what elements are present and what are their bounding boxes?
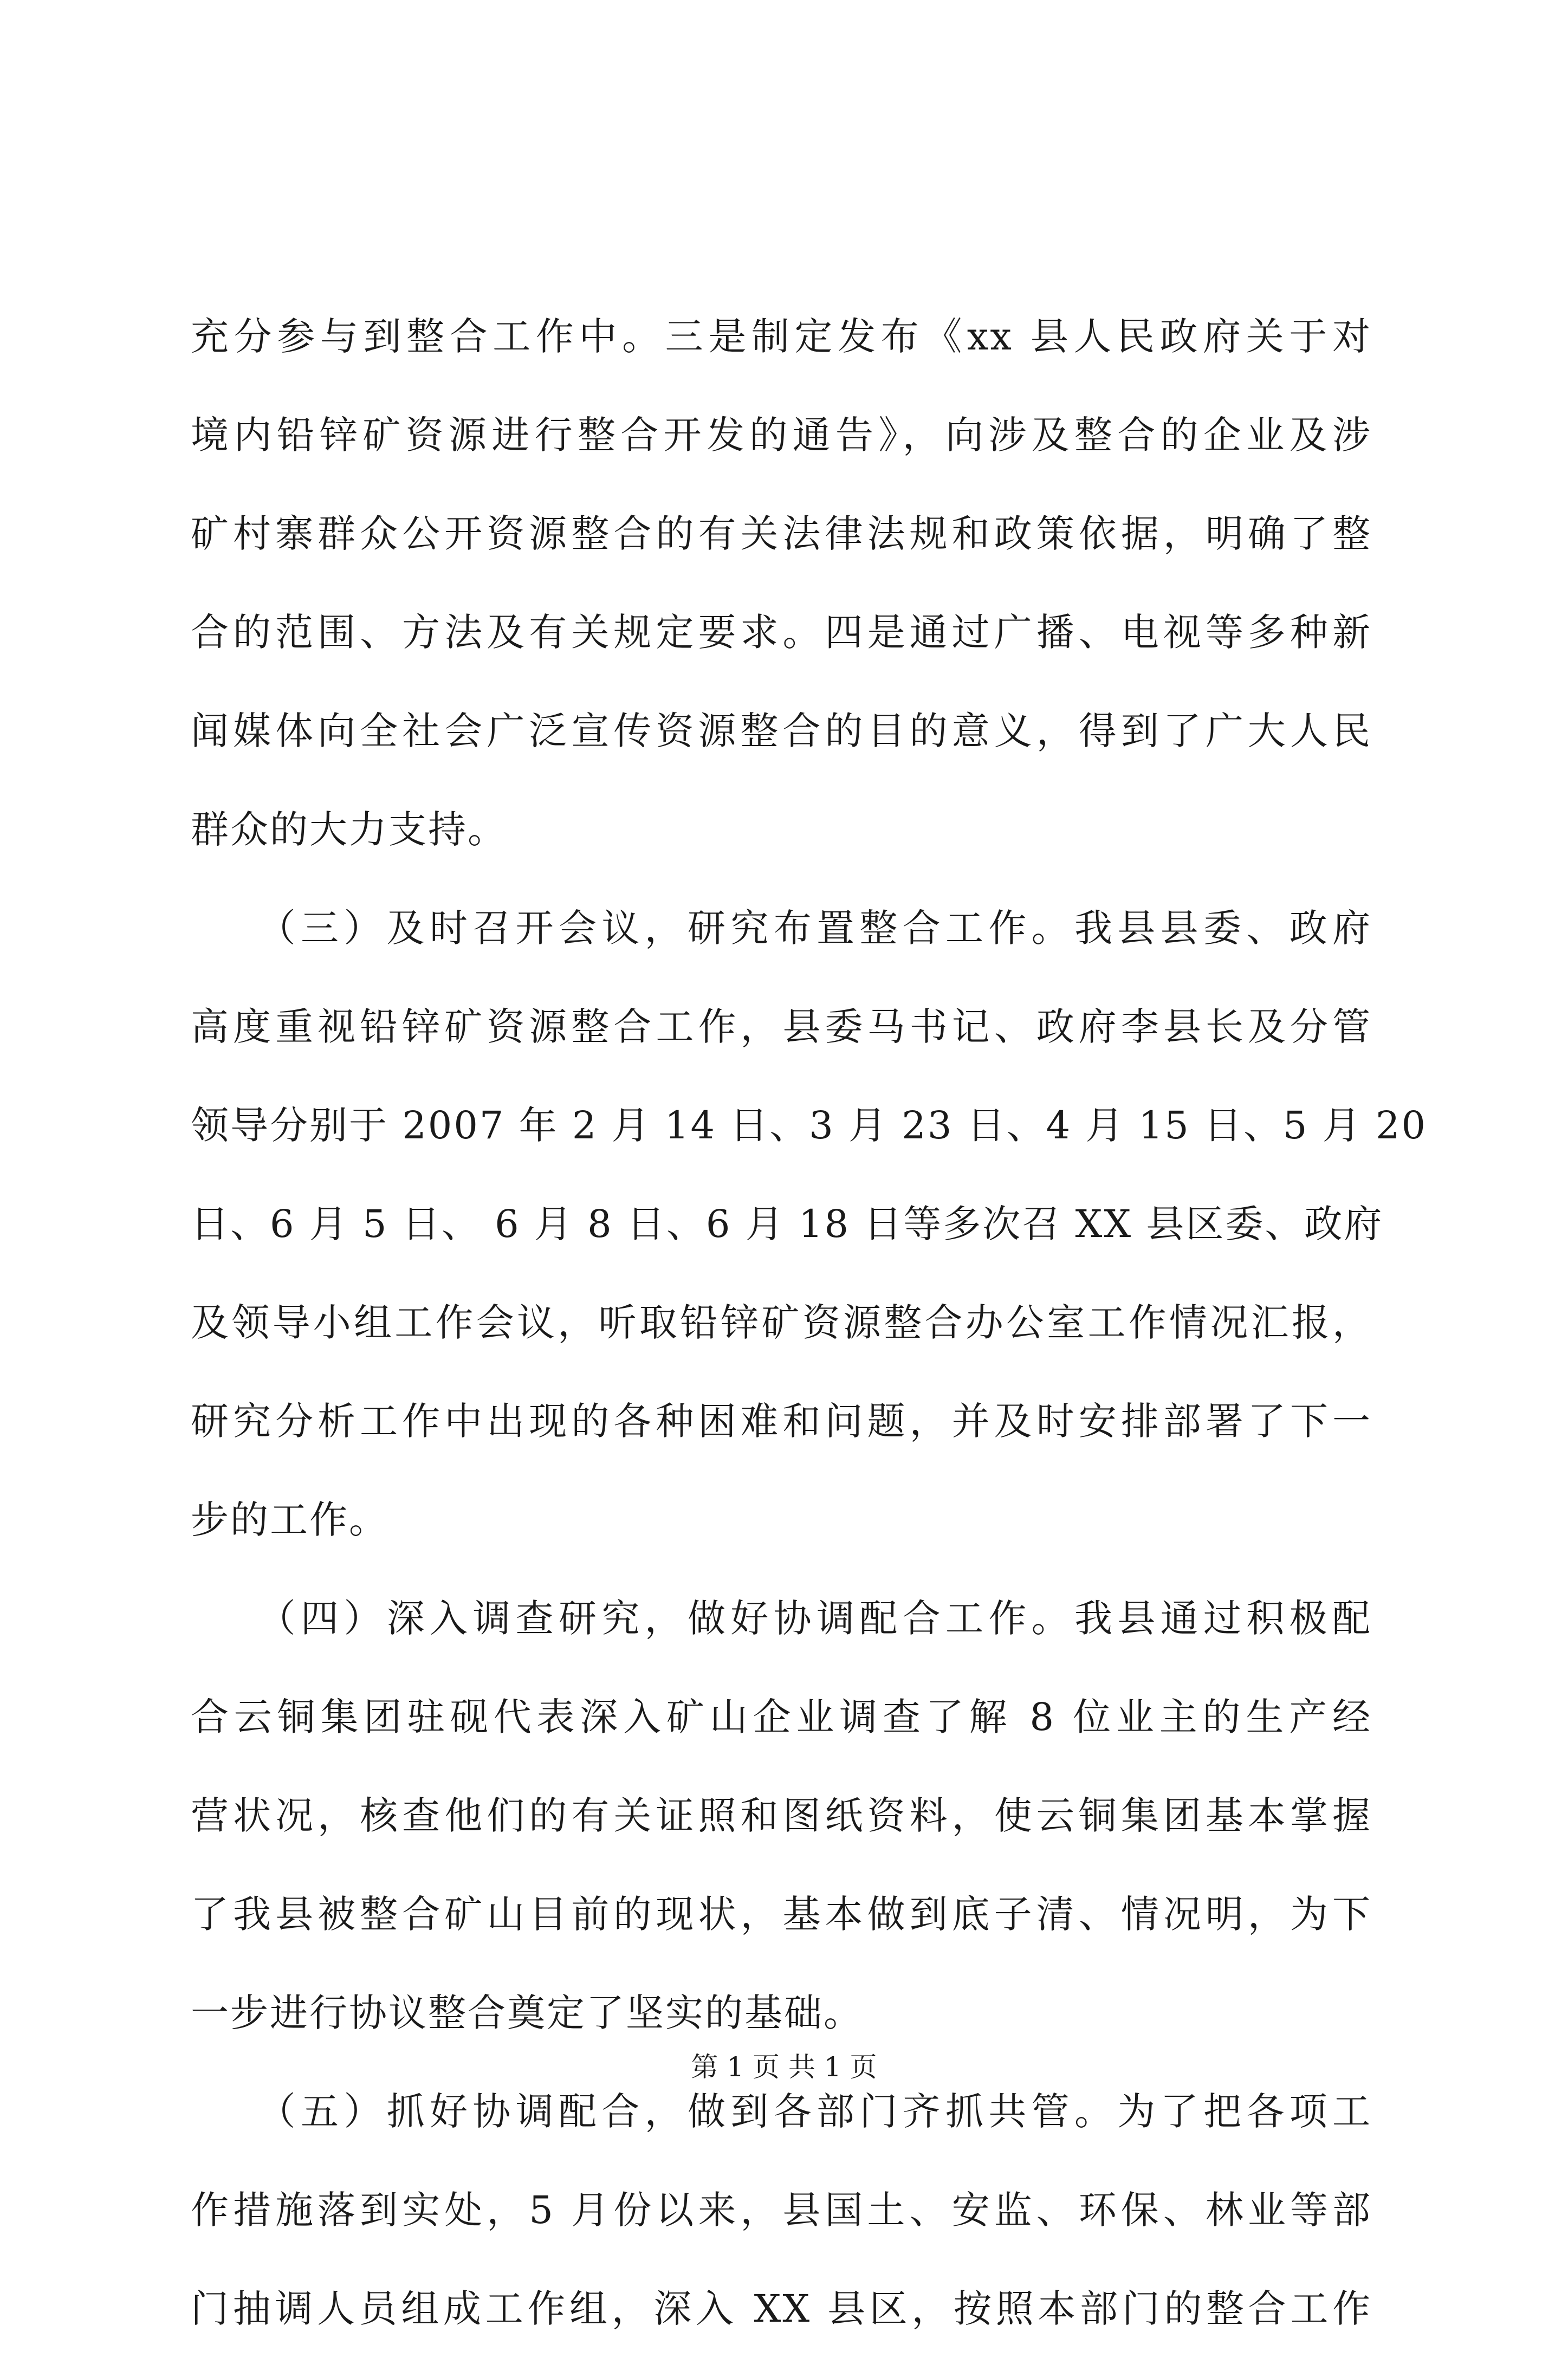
text-line: 作措施落到实处，5 月份以来，县国土、安监、环保、林业等部: [191, 2188, 1372, 2232]
text-line: 高度重视铅锌矿资源整合工作，县委马书记、政府李县长及分管: [191, 1005, 1372, 1049]
text-line: 门抽调人员组成工作组，深入 XX 县区，按照本部门的整合工作: [191, 2286, 1372, 2331]
text-line: 了我县被整合矿山目前的现状，基本做到底子清、情况明，为下: [191, 1892, 1372, 1936]
text-line: 充分参与到整合工作中。三是制定发布《xx 县人民政府关于对: [191, 314, 1372, 359]
text-line: 日、6 月 5 日、 6 月 8 日、6 月 18 日等多次召 XX 县区委、政府: [191, 1202, 1384, 1246]
text-line: 群众的大力支持。: [191, 807, 507, 852]
text-line: 领导分别于 2007 年 2 月 14 日、3 月 23 日、4 月 15 日、5 月 20: [191, 1103, 1428, 1148]
text-line: 及领导小组工作会议，听取铅锌矿资源整合办公室工作情况汇报，: [191, 1300, 1372, 1345]
text-line: 营状况，核查他们的有关证照和图纸资料，使云铜集团基本掌握: [191, 1793, 1372, 1838]
text-line: （三）及时召开会议，研究布置整合工作。我县县委、政府: [191, 906, 1372, 950]
text-line: 一步进行协议整合奠定了坚实的基础。: [191, 1991, 863, 2035]
text-line: （四）深入调查研究，做好协调配合工作。我县通过积极配: [191, 1596, 1372, 1641]
page-footer: 第 1 页 共 1 页: [691, 2051, 877, 2083]
text-line: 境内铅锌矿资源进行整合开发的通告》，向涉及整合的企业及涉: [191, 413, 1372, 457]
text-line: 合云铜集团驻砚代表深入矿山企业调查了解 8 位业主的生产经: [191, 1695, 1372, 1739]
text-line: 研究分析工作中出现的各种困难和问题，并及时安排部署了下一: [191, 1399, 1372, 1443]
text-line: 步的工作。: [191, 1498, 388, 1542]
text-line: 矿村寨群众公开资源整合的有关法律法规和政策依据，明确了整: [191, 511, 1372, 556]
text-line: （五）抓好协调配合，做到各部门齐抓共管。为了把各项工: [191, 2089, 1372, 2134]
text-line: 合的范围、方法及有关规定要求。四是通过广播、电视等多种新: [191, 610, 1372, 655]
text-line: 闻媒体向全社会广泛宣传资源整合的目的意义，得到了广大人民: [191, 709, 1372, 753]
